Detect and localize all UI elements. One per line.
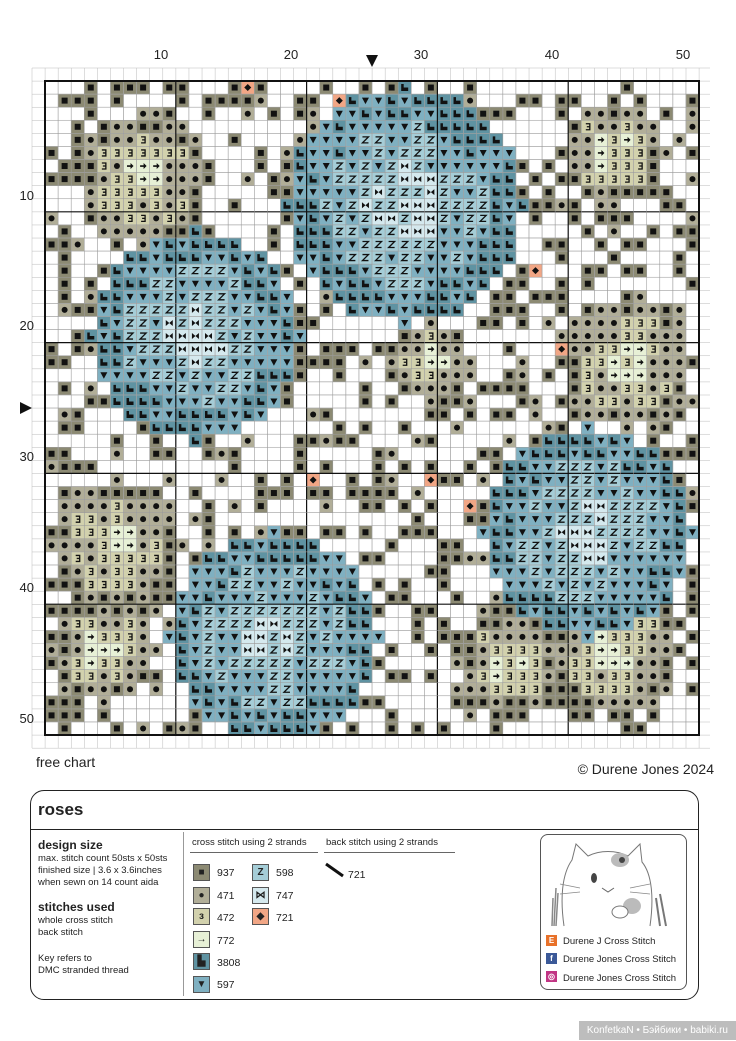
swatch-597: [193, 976, 210, 993]
instagram-icon: ◎: [546, 971, 557, 982]
key-note-line-2: DMC stranded thread: [38, 965, 129, 976]
swatch-3808: [193, 953, 210, 970]
square-symbol-icon: ■: [198, 867, 205, 878]
stitches-used-heading: stitches used: [38, 900, 115, 914]
legend-code-747: 747: [276, 890, 294, 902]
legend-code-597: 597: [217, 979, 235, 991]
legend-code-471: 471: [217, 890, 235, 902]
back-stitch-code: 721: [348, 869, 366, 881]
row-number-10: 10: [19, 188, 34, 203]
swatch-721: [252, 908, 269, 925]
design-size-line-2: finished size | 3.6 x 3.6inches: [38, 865, 162, 876]
row-number-20: 20: [19, 318, 34, 333]
pattern-title: roses: [38, 800, 84, 819]
stair-symbol-icon: ▙: [197, 956, 206, 967]
legend-code-3808: 3808: [217, 957, 241, 969]
col-number-10: 10: [153, 47, 169, 62]
social-instagram-label: Durene Jones Cross Stitch: [563, 973, 676, 984]
swatch-747: [252, 887, 269, 904]
col-number-50: 50: [675, 47, 691, 62]
design-size-line-3: when sewn on 14 count aida: [38, 877, 159, 888]
triangle-symbol-icon: ▼: [196, 979, 207, 990]
col-number-20: 20: [283, 47, 299, 62]
cross-stitch-header-rule: [190, 852, 318, 853]
etsy-icon: E: [546, 935, 557, 946]
hook-symbol-icon: ɜ: [199, 911, 204, 922]
diamond-symbol-icon: ◆: [256, 911, 265, 922]
facebook-icon: f: [546, 953, 557, 964]
circle-symbol-icon: ●: [198, 890, 205, 901]
col-number-40: 40: [544, 47, 560, 62]
swatch-937: [193, 864, 210, 881]
free-chart-label: free chart: [36, 754, 96, 770]
cat-illustration-icon: [550, 838, 678, 930]
back-stitch-line-icon: [324, 862, 346, 878]
key-note-line-1: Key refers to: [38, 953, 92, 964]
back-stitch-header: back stitch using 2 strands: [326, 837, 438, 848]
legend-code-772: 772: [217, 935, 235, 947]
site-watermark: KonfetkaN • Бэйбики • babiki.ru: [579, 1021, 736, 1040]
col-number-30: 30: [413, 47, 429, 62]
row-number-30: 30: [19, 449, 34, 464]
legend-code-472: 472: [217, 912, 235, 924]
legend-code-937: 937: [217, 867, 235, 879]
center-column-marker-icon: [366, 55, 378, 67]
design-size-heading: design size: [38, 838, 103, 852]
stitch-type-1: whole cross stitch: [38, 915, 113, 926]
swatch-598: [252, 864, 269, 881]
stitch-type-2: back stitch: [38, 927, 83, 938]
panel-divider: [30, 829, 699, 830]
design-size-line-1: max. stitch count 50sts x 50sts: [38, 853, 168, 864]
center-row-marker-icon: [20, 402, 32, 414]
legend-code-721: 721: [276, 912, 294, 924]
social-etsy-label: Durene J Cross Stitch: [563, 936, 656, 947]
panel-column-separator: [183, 832, 184, 996]
row-number-50: 50: [19, 711, 34, 726]
back-stitch-header-rule: [324, 852, 455, 853]
legend-code-598: 598: [276, 867, 294, 879]
arrow-symbol-icon: →: [196, 934, 207, 945]
z-symbol-icon: Z: [257, 867, 264, 878]
social-facebook-label: Durene Jones Cross Stitch: [563, 954, 676, 965]
copyright-text: © Durene Jones 2024: [577, 761, 714, 777]
cross-stitch-header: cross stitch using 2 strands: [192, 837, 307, 848]
swatch-472: [193, 908, 210, 925]
swatch-772: [193, 931, 210, 948]
swatch-471: [193, 887, 210, 904]
row-number-40: 40: [19, 580, 34, 595]
bowtie-symbol-icon: ⋈: [255, 890, 266, 901]
